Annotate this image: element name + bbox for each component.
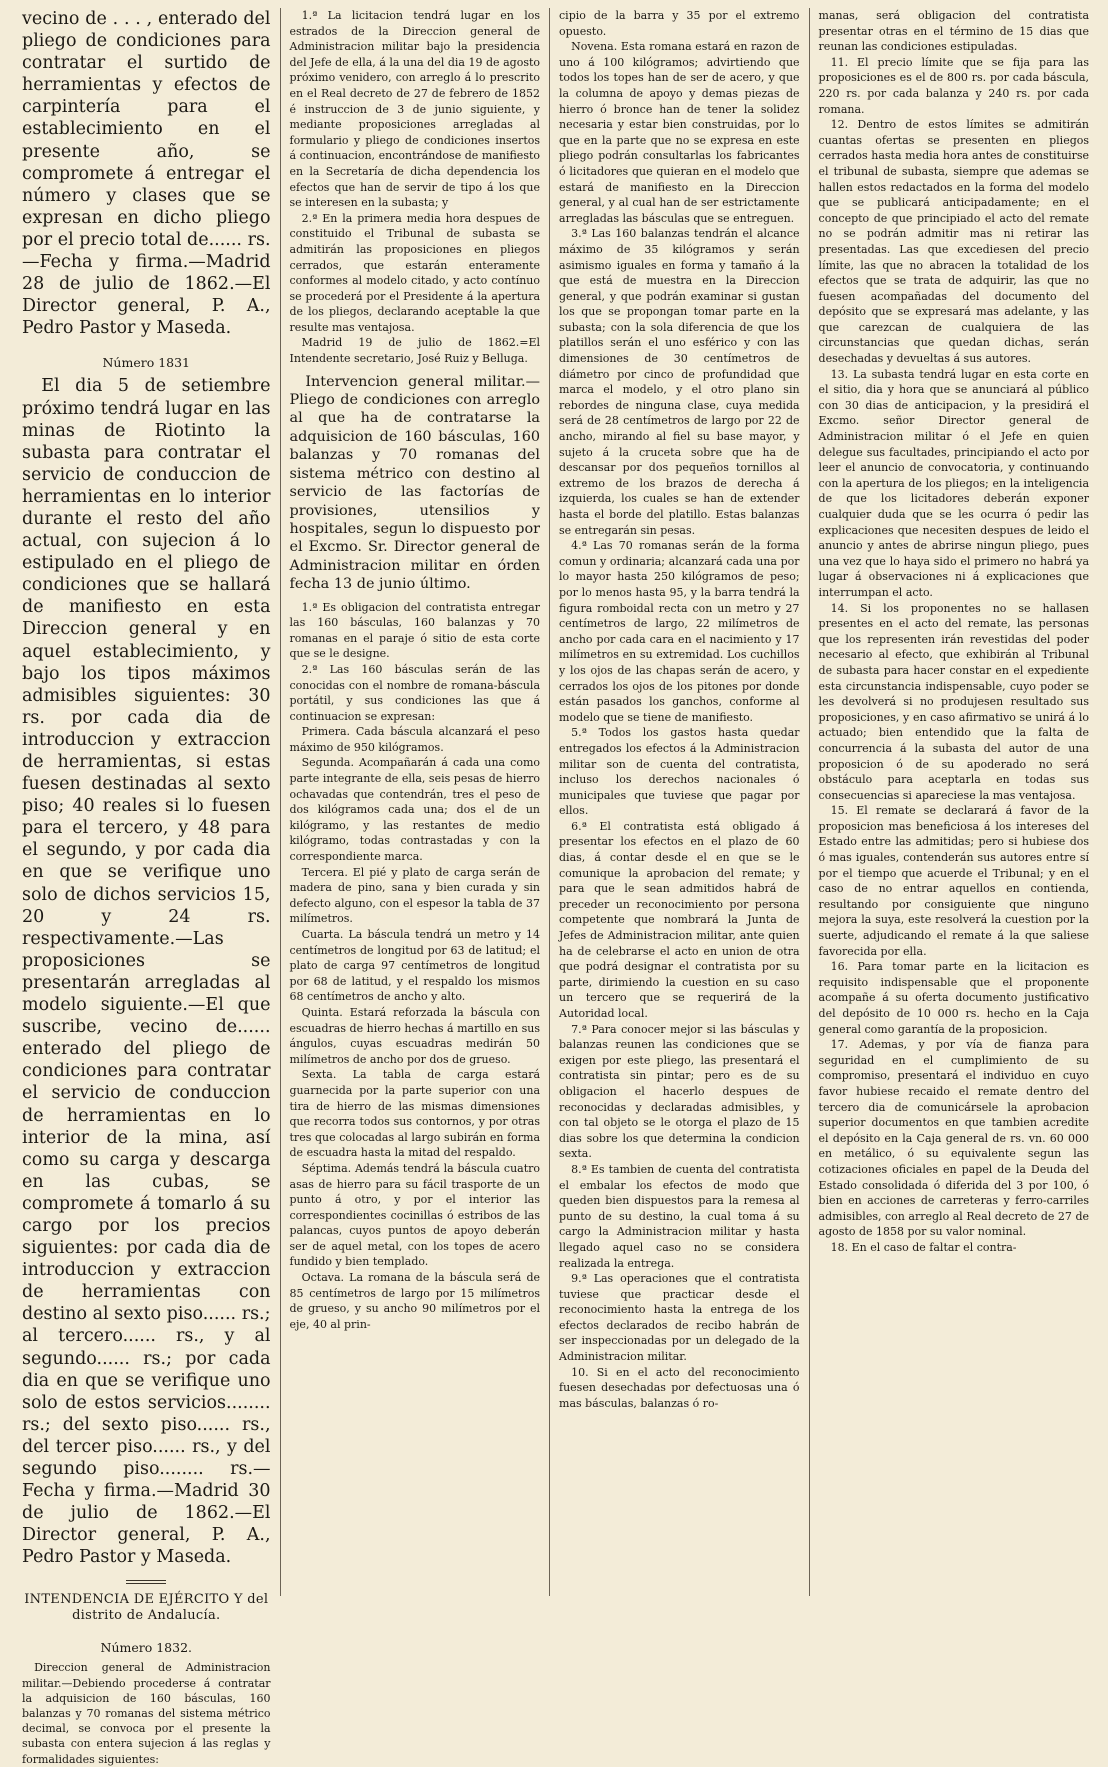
item-septima: Séptima. Además tendrá la báscula cuatro asas de hierro para su fácil trasporte de un punto á otro, y por el interior las correspondientes cocinillas ó estribos de las palancas, cuyos puntos de apoyo deberán ser de aquel metal, con los topes de acero fundido y bien templado. [289,1161,541,1269]
condition-14: 14. Si los proponentes no se hallasen presentes en el acto del remate, las personas que los representen irán revestidas del poder necesario al efecto, que exhibirán al Tribunal de subasta para hacer constar en el expediente esta circunstancia indispensable, cuyo poder se les devolverá si no produjesen resultado sus proposiciones, y en caso afirmativo se unirá á lo actuado; bien entendido que la falta de concurrencia á la subasta del autor de una proposicion ó de su apoderado no será obstáculo para aceptarla en todas sus consecuencias si apareciese la mas ventajosa. [818,601,1090,802]
column-4 [809,8,1098,1596]
contract-model-text: vecino de . . . , enterado del pliego de condiciones para contratar el surtido de herramientas y efectos de carpintería para el establecimiento en el presente año, se compromete á entregar el número y clases que se expresan en dicho pliego por el precio total de...... rs.—Fecha y firma.—Madrid 28 de julio de 1862.—El Director general, P. A., Pedro Pastor y Maseda. [22,9,271,339]
item-octava: Octava. La romana de la báscula será de 85 centímetros de largo por 15 milímetros de grueso, y su ancho 90 milímetros por el eje, 40 al prin- [289,1271,541,1331]
condition-10: 10. Si en el acto del reconocimiento fuesen desechadas por defectuosas una ó mas básculas, balanzas ó ro- [559,1365,800,1410]
condition-6: 6.ª El contratista está obligado á presentar los efectos en el plazo de 60 dias, á contar desde el en que se le comunique la aprobacion del remate; y para que le sean admitidos habrá de preceder un reconocimiento por persona competente que nombrará la Junta de Jefes de Administracion militar, ante quien ha de celebrarse el acto en union de otra que podrá designar el contratista por su parte, dirimiendo la cuestion en su caso un tercero que se requerirá de la Autoridad local. [559,819,800,1020]
section-divider [126,1580,166,1584]
signature-line: Madrid 19 de julio de 1862.=El Intendente secretario, José Ruiz y Belluga. [289,336,541,366]
notice-1831-text: El dia 5 de setiembre próximo tendrá lugar en las minas de Riotinto la subasta para contratar el servicio de conduccion de herramientas en lo interior durante el resto del año actual, con sujecion á lo estipulado en el pliego de condiciones que se hallará de manifiesto en esta Direccion general y en aquel establecimiento, y bajo los tipos máximos admisibles siguientes: 30 rs. por cada dia de introduccion y extraccion de herramientas, si estas fuesen destinadas al sexto piso; 40 reales si lo fuesen para el tercero, y 48 para el segundo, y por cada dia en que se verifique uno solo de dichos servicios 15, 20 y 24 rs. respectivamente.—Las proposiciones se presentarán arregladas al modelo siguiente.—El que suscribe, vecino de...... enterado del pliego de condiciones para contratar el servicio de conduccion de herramientas en lo interior de la mina, así como su carga y descarga en las cubas, se compromete á tomarlo á su cargo por los precios siguientes: por cada dia de introduccion y extraccion de herramientas con destino al sexto piso...... rs.; al tercero...... rs., y al segundo...... rs.; por cada dia en que se verifique uno solo de estos servicios........ rs.; del sexto piso...... rs., del tercer piso...... rs., y del segundo piso........ rs.—Fecha y firma.—Madrid 30 de julio de 1862.—El Director general, P. A., Pedro Pastor y Maseda. [22,376,271,1568]
item-segunda: Segunda. Acompañarán á cada una como parte integrante de ella, seis pesas de hierro ochavadas que contendrán, tres el peso de dos kilógramos cada una; dos el de un kilógramo, y las restantes de medio kilógramo, todas contrastadas y con la correspondiente marca. [289,756,541,864]
column-2 [280,8,550,1596]
rule-2: 2.ª En la primera media hora despues de constituido el Tribunal de subasta se admitirán las proposiciones en pliegos cerrados, que estarán enteramente conformes al modelo citado, y acto contínuo se procederá por el Presidente á la apertura de los pliegos, declarando aceptable la que resulte mas ventajosa. [289,211,541,334]
condition-16: 16. Para tomar parte en la licitacion es requisito indispensable que el proponente acompañe á su oferta documento justificativo del depósito de 10 000 rs. hecho en la Caja general como garantía de la proposicion. [818,960,1090,1036]
condition-8: 8.ª Es tambien de cuenta del contratista el embalar los efectos de modo que queden bien dispuestos para la remesa al punto de su destino, la cual toma á su cargo la Administracion militar y hasta llegado aquel caso no se considera realizada la entrega. [559,1162,800,1270]
condition-11: 11. El precio límite que se fija para las proposiciones es el de 800 rs. por cada báscula, 220 rs. por cada balanza y 240 rs. por cada romana. [818,55,1090,116]
item-novena: Novena. Esta romana estará en razon de uno á 100 kilógramos; advirtiendo que todos los topes han de ser de acero, y que la columna de apoyo y demas piezas de hierro ó bronce han de tener la solidez necesaria y estar bien construidas, por lo que en la parte que no se expresa en este pliego podrán consultarlas los fabricantes ó licitadores que quieran en el modelo que estará de manifiesto en la Direccion general, y al cual han de ser estrictamente arregladas las básculas que se entreguen. [559,40,800,225]
continued-text: manas, será obligacion del contratista presentar otras en el término de 15 dias que reunan las condiciones estipuladas. [818,9,1090,54]
item-cuarta: Cuarta. La báscula tendrá un metro y 14 centímetros de longitud por 63 de latitud; el plato de carga 97 centímetros de longitud por 68 de latitud, y el respaldo los mismos 68 centímetros de ancho y alto. [289,928,541,1004]
condition-12: 12. Dentro de estos límites se admitirán cuantas ofertas se presenten en pliegos cerrados hasta media hora antes de constituirse el tribunal de subasta, siempre que ademas se hallen estos redactados en la forma del modelo que se publicará anticipadamente; en el concepto de que principiado el acto del remate no se podrán admitir mas ni retirar las presentadas. Las que excediesen del precio límite, las que no abracen la totalidad de los efectos que se trata de adquirir, las que no fuesen acompañadas del documento del depósito que se expresará mas adelante, y las que carezcan de cualquiera de las circunstancias que quedan dichas, serán desechadas y devueltas á sus autores. [818,118,1090,366]
item-tercera: Tercera. El pié y plato de carga serán de madera de pino, sana y bien curada y sin defecto alguno, con el espesor la tabla de 37 milímetros. [289,865,541,926]
condition-5: 5.ª Todos los gastos hasta quedar entregados los efectos á la Administracion militar son de cuenta del contratista, incluso los derechos nacionales ó municipales que tuviese que pagar por ellos. [559,726,800,818]
condition-9: 9.ª Las operaciones que el contratista tuviese que practicar desde el reconocimiento hasta la entrega de los efectos declarados de recibo habrán de ser inspeccionadas por un delegado de la Administracion militar. [559,1272,800,1364]
condition-4: 4.ª Las 70 romanas serán de la forma comun y ordinaria; alcanzará cada una por lo mayor hasta 250 kilógramos de peso; por lo menos hasta 95, y la barra tendrá la figura romboidal recta con un metro y 27 centímetros de largo, 22 milímetros de ancho por cada cara en el nacimiento y 17 milímetros en su extremidad. Los cuchillos y los ojos de las chapas serán de acero, y cerrados los ojos de los pitones por donde están pasados los ganchos, conforme al modelo que se tiene de manifiesto. [559,539,800,724]
item-quinta: Quinta. Estará reforzada la báscula con escuadras de hierro hechas á martillo en sus ángulos, cuyas escuadras medirán 50 milímetros de ancho por dos de grueso. [289,1005,541,1066]
rule-1: 1.ª La licitacion tendrá lugar en los estrados de la Direccion general de Administracion militar bajo la presidencia del Jefe de ella, á la una del dia 19 de agosto próximo venidero, con arreglo á lo prescrito en el Real decreto de 27 de febrero de 1852 é instruccion de 3 de junio siguiente, y mediante proposiciones arregladas al formulario y pliego de condiciones insertos á continuacion, encontrándose de manifiesto en la Secretaría de dicha dependencia los efectos que han de servir de tipo á los que se interesen en la subasta; y [289,9,541,210]
column-3 [549,8,809,1596]
item-sexta: Sexta. La tabla de carga estará guarnecida por la parte superior con una tira de hierro de las mismas dimensiones que recorra todos sus contornos, y por otras tres que colocadas al largo subirán en forma de escuadra hasta la mitad del respaldo. [289,1068,541,1160]
pliego-intro: Intervencion general militar.—Pliego de condiciones con arreglo al que ha de contratarse la adquisicion de 160 básculas, 160 balanzas y 70 romanas del sistema métrico con destino al servicio de las factorías de provisiones, utensilios y hospitales, segun lo dispuesto por el Excmo. Sr. Director general de Administracion militar en órden fecha 13 de junio último. [289,373,541,593]
condition-17: 17. Ademas, y por vía de fianza para seguridad en el cumplimiento de su compromiso, presentará el individuo en cuyo favor hubiese recaido el remate dentro del tercero dia de comunicársele la aprobacion superior documentos en que tambien acredite el depósito en la Caja general de rs. vn. 60 000 en metálico, ó su equivalente segun las cotizaciones oficiales en papel de la Deuda del Estado consolidada ó diferida del 3 por 100, ó bien en acciones de carreteras y ferro-carriles admisibles, con arreglo al Real decreto de 27 de agosto de 1858 por su valor nominal. [818,1038,1090,1239]
column-1 [22,8,280,1766]
condition-18: 18. En el caso de faltar el contra- [830,1240,1017,1254]
condition-7: 7.ª Para conocer mejor si las básculas y balanzas reunen las condiciones que se exigen por este pliego, las presentará el contratista sin pintar; pero es de su obligacion el hacerlo despues de reconocidas y declaradas admisibles, y con tal objeto se le otorga el plazo de 15 dias sobre los que determina la condicion sexta. [559,1022,800,1161]
notice-number-1831: Número 1831 [102,355,191,371]
notice-number-1832: Número 1832. [100,1640,192,1656]
condition-13: 13. La subasta tendrá lugar en esta corte en el sitio, dia y hora que se anunciará al público con 30 dias de anticipacion, y la presidirá el Excmo. señor Director general de Administracion militar ó el Jefe en quien delegue sus facultades, principiando el acto por leer el anuncio de convocatoria, y continuando con la apertura de los pliegos; en la inteligencia de que los licitadores deberán exponer cualquier duda que se les ocurra ó pedir las explicaciones que necesiten despues de leido el anuncio y antes de abrirse ningun pliego, pues una vez que lo haya sido el primero no habrá ya lugar á observaciones ni á explicaciones que interrumpan el acto. [818,367,1090,599]
item-primera: Primera. Cada báscula alcanzará el peso máximo de 950 kilógramos. [289,725,541,754]
condition-1: 1.ª Es obligacion del contratista entregar las 160 básculas, 160 balanzas y 70 romanas en el paraje ó sitio de esta corte que se le designe. [289,600,541,661]
section-title-intendencia: INTENDENCIA DE EJÉRCITO Y del distrito de Andalucía. [24,1592,269,1624]
condition-2: 2.ª Las 160 básculas serán de las conocidas con el nombre de romana-báscula portátil, y sus condiciones las que á continuacion se expresan: [289,662,541,723]
condition-3: 3.ª Las 160 balanzas tendrán el alcance máximo de 35 kilógramos y serán asimismo iguales en forma y tamaño á la que está de muestra en la Direccion general, y que podrán examinar si gustan los que se propongan tomar parte en la subasta; con la sola diferencia de que los platillos serán el uno esférico y con las dimensiones de 30 centímetros de diámetro por cinco de profundidad que marca el modelo, y el otro plano sin rebordes de ninguna clase, cuya medida será de 28 centímetros de largo por 22 de ancho, mirando al fiel su base mayor, y sujeto á la cruceta sobre que ha de descansar por dos pequeños tornillos al extremo de los brazos de derecha á izquierda, los cuales se han de extender hasta el borde del platillo. Estas balanzas se entregarán sin pesas. [559,227,800,537]
condition-15: 15. El remate se declarará á favor de la proposicion mas beneficiosa á los intereses del Estado entre las admitidas; pero si hubiese dos ó mas iguales, contenderán sus autores entre sí por el tiempo que acuerde el Tribunal; y en el caso de no entrar aquellos en contienda, resultando por consiguiente que ninguno mejora la suya, este resolverá la cuestion por la suerte, adjudicando el remate á la que saliese favorecida por ella. [818,804,1090,958]
continued-text: cipio de la barra y 35 por el extremo opuesto. [559,9,800,38]
notice-1832-text: Direccion general de Administracion militar.—Debiendo procederse á contratar la adquisicion de 160 básculas, 160 balanzas y 70 romanas del sistema métrico decimal, se convoca por el presente la subasta con entera sujecion á las reglas y formalidades siguientes: [22,1661,271,1766]
